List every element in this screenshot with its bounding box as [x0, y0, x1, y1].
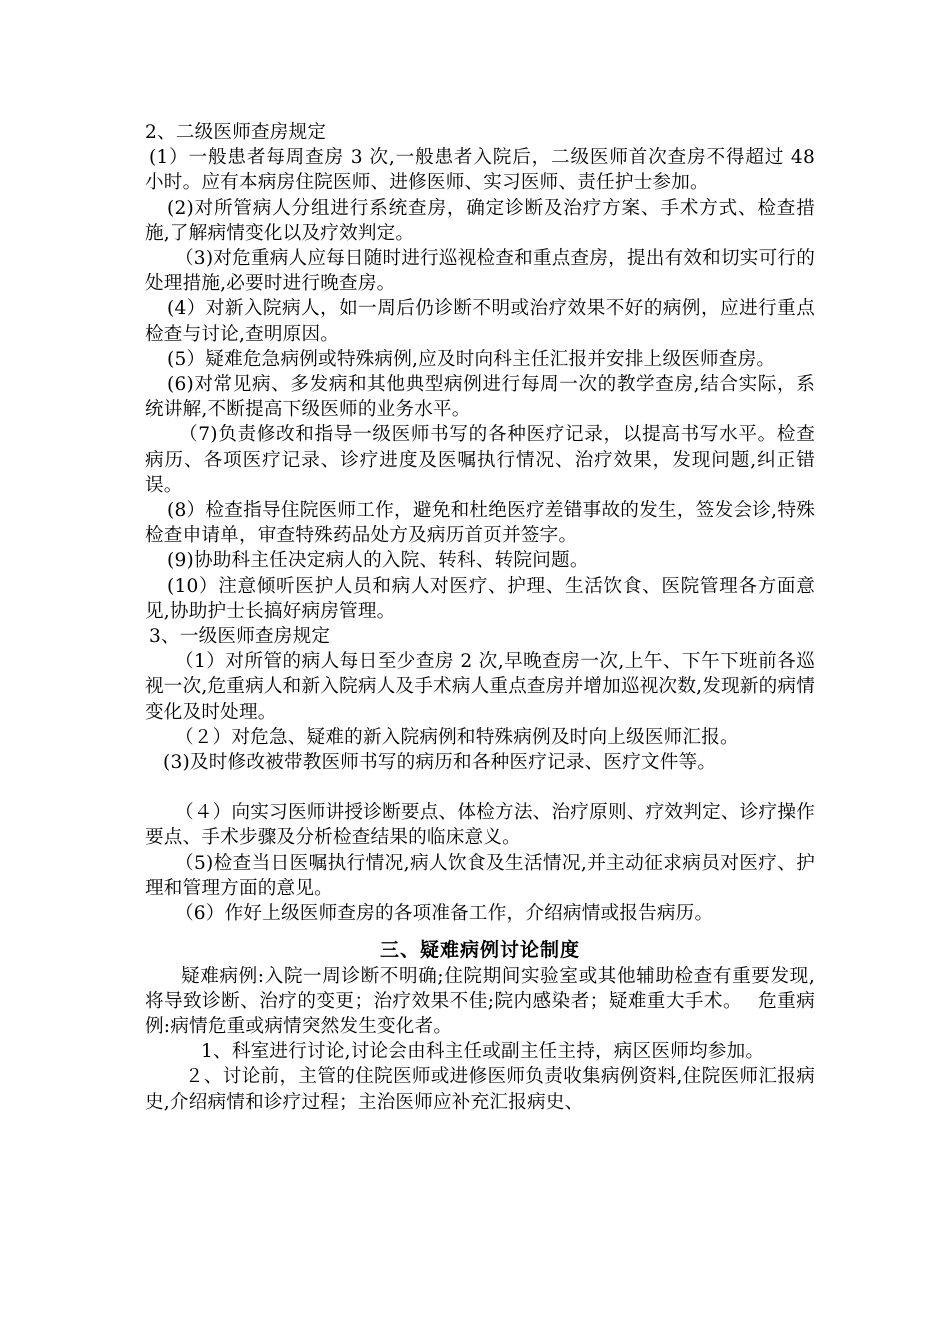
level2-item-2: (2)对所管病人分组进行系统查房，确定诊断及治疗方案、手术方式、检查措施,了解病情变化以及疗效判定。: [145, 197, 815, 244]
level2-item-10: (10）注意倾听医护人员和病人对医疗、护理、生活饮食、医院管理各方面意见,协助护士长搞好病房管理。: [145, 575, 815, 622]
document-body: [145, 120, 815, 1115]
level2-item-6: (6)对常见病、多发病和其他典型病例进行每周一次的教学查房,结合实际，系统讲解,不断提高下级医师的业务水平。: [145, 374, 815, 421]
level2-item-8: (8）检查指导住院医师工作，避免和杜绝医疗差错事故的发生，签发会诊,特殊检查申请单，审查特殊药品处方及病历首页并签字。: [145, 500, 815, 547]
discussion-intro: 疑难病例:入院一周诊断不明确;住院期间实验室或其他辅助检查有重要发现,将导致诊断、治疗的变更；治疗效果不佳;院内感染者；疑难重大手术。 危重病例:病情危重或病情突然发生变化者。: [145, 965, 815, 1037]
discussion-item-1: 1、科室进行讨论,讨论会由科主任或副主任主持，病区医师均参加。: [201, 1041, 765, 1063]
level2-item-5: (5）疑难危急病例或特殊病例,应及时向科主任汇报并安排上级医师查房。: [167, 348, 776, 370]
level2-item-1: (1）一般患者每周查房 3 次,一般患者入院后，二级医师首次查房不得超过 48 小时。应有本病房住院医师、进修医师、实习医师、责任护士参加。: [145, 147, 815, 194]
discussion-item-2: ２、讨论前，主管的住院医师或进修医师负责收集病例资料,住院医师汇报病史,介绍病情和诊疗过程；主治医师应补充汇报病史、: [145, 1066, 815, 1113]
level2-item-9: (9)协助科主任决定病人的入院、转科、转院问题。: [167, 550, 589, 572]
level1-heading: 3、一级医师查房规定: [149, 626, 331, 648]
level1-item-3: (3)及时修改被带教医师书写的病历和各种医疗记录、医疗文件等。: [163, 752, 717, 774]
level1-item-6: （6）作好上级医师查房的各项准备工作，介绍病情或报告病历。: [175, 903, 714, 925]
level1-item-5: （5)检查当日医嘱执行情况,病人饮食及生活情况,并主动征求病员对医疗、护理和管理方面的意见。: [145, 852, 815, 899]
level2-item-7: （7)负责修改和指导一级医师书写的各种医疗记录，以提高书写水平。检查病历、各项医疗记录、诊疗进度及医嘱执行情况、治疗效果，发现问题,纠正错误。: [145, 424, 815, 496]
level2-heading: 2、二级医师查房规定: [145, 122, 327, 143]
section-title: 三、疑难病例讨论制度: [379, 939, 580, 962]
level2-item-3: （3)对危重病人应每日随时进行巡视检查和重点查房，提出有效和切实可行的处理措施,必要时进行晚查房。: [145, 248, 815, 295]
level2-item-4: (4）对新入院病人，如一周后仍诊断不明或治疗效果不好的病例，应进行重点检查与讨论,查明原因。: [145, 298, 815, 345]
level1-item-1: （1）对所管的病人每日至少查房 2 次,早晚查房一次,上午、下午下班前各巡视一次,危重病人和新入院病人及手术病人重点查房并增加巡视次数,发现新的病情变化及时处理。: [145, 651, 816, 723]
level1-item-2: （２）对危急、疑难的新入院病例和特殊病例及时向上级医师汇报。: [175, 726, 739, 748]
blank-line: [145, 775, 815, 800]
level1-item-4: （４）向实习医师讲授诊断要点、体检方法、治疗原则、疗效判定、诊疗操作要点、手术步骤及分析检查结果的临床意义。: [145, 802, 815, 849]
